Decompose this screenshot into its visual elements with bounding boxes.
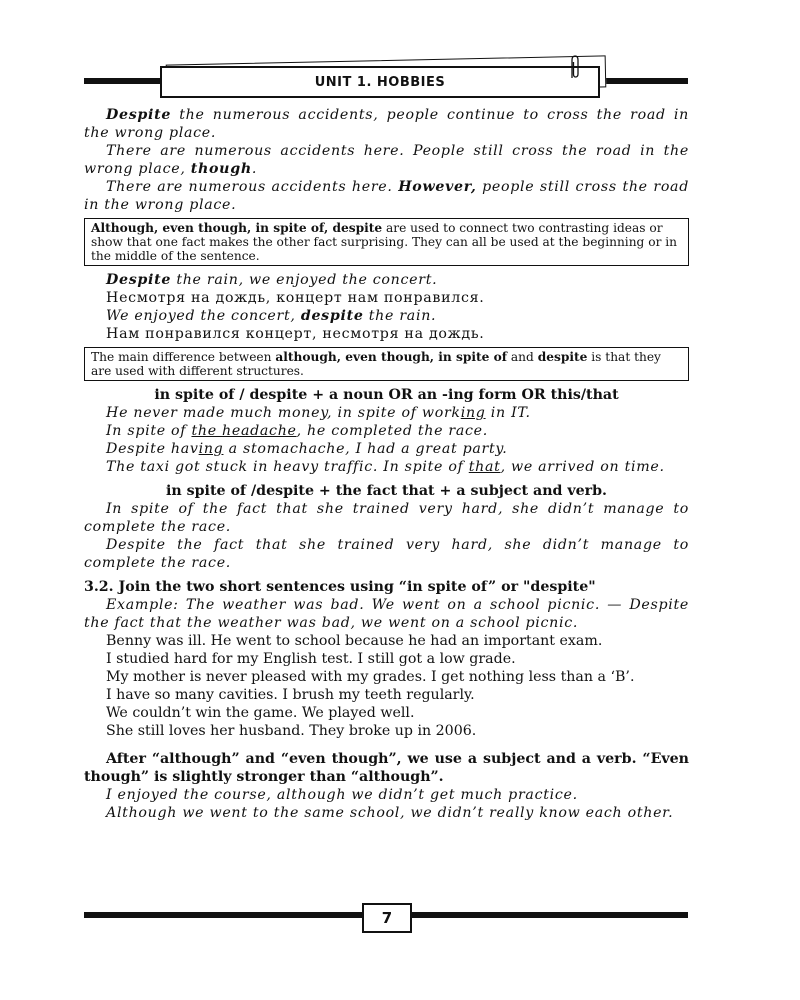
note-although: After “although” and “even though”, we use a subject and a verb. “Even though” is slightly stronger than “although”. [84, 751, 689, 785]
text: , we arrived on time. [500, 459, 665, 475]
bold-though: though [190, 161, 252, 177]
text: , he completed the race. [296, 423, 488, 439]
text: There are numerous accidents here. People still cross the road in the wrong place, [84, 143, 689, 177]
rule-1-example-4 [84, 458, 689, 476]
exercise-item: My mother is never pleased with my grades. I get nothing less than a ‘B’. [106, 669, 635, 685]
note-example-1: I enjoyed the course, although we didn’t get much practice. [106, 787, 578, 803]
text: the numerous accidents, people continue to cross the road in the wrong place. [84, 107, 689, 141]
text: We enjoyed the concert, [106, 308, 301, 324]
text: are used to connect two contrasting ideas or show that one fact makes the other fact surprising. They can all be used at the beginning or in the middle of the sentence. [91, 221, 678, 263]
page-content [84, 106, 689, 822]
bold-despite: despite [300, 308, 364, 324]
footer-rule-left [84, 912, 362, 918]
exercise-item: We couldn’t win the game. We played well. [106, 705, 415, 721]
rule-1-example-1 [84, 404, 689, 422]
header-banner [160, 64, 600, 96]
text: is that they are used with different structures. [91, 350, 661, 378]
underlined-text: ing [460, 405, 486, 421]
text: In spite of [106, 423, 192, 439]
paperclip-icon [568, 54, 582, 80]
bold-despite: despite [537, 350, 588, 364]
bold-despite: Despite [106, 107, 172, 123]
exercise-example: Example: The weather was bad. We went on a school picnic. — Despite the fact that the weather was bad, we went on a school picnic. [84, 597, 689, 631]
underlined-text: that [468, 459, 501, 475]
text: and [507, 350, 538, 364]
underlined-text: ing [198, 441, 224, 457]
text: . [251, 161, 258, 177]
intro-sentence-1 [84, 106, 689, 142]
text: Despite hav [106, 441, 199, 457]
rule-1-example-3 [84, 440, 689, 458]
text: a stomachache, I had a great party. [223, 441, 508, 457]
exercise-item: She still loves her husband. They broke up in 2006. [106, 723, 477, 739]
exercise-item: I studied hard for my English test. I still got a low grade. [106, 651, 516, 667]
bold-connectors: although, even though, in spite of [275, 350, 508, 364]
exercise-item: I have so many cavities. I brush my teeth regularly. [106, 687, 475, 703]
text: people still cross the road in the wrong place. [84, 179, 689, 213]
text: The taxi got stuck in heavy traffic. In spite of [106, 459, 469, 475]
note-example-2: Although we went to the same school, we didn’t really know each other. [106, 805, 674, 821]
rule-box-difference [84, 347, 689, 381]
text: the rain, we enjoyed the concert. [171, 272, 438, 288]
rule-2-example-1: In spite of the fact that she trained very hard, she didn’t manage to complete the race. [84, 501, 689, 535]
text: There are numerous accidents here. [106, 179, 399, 195]
bold-connectors: Although, even though, in spite of, despite [91, 221, 383, 235]
header-rule-right [604, 78, 688, 84]
underlined-text: the headache [191, 423, 297, 439]
rule-2-example-2: Despite the fact that she trained very hard, she didn’t manage to complete the race. [84, 537, 689, 571]
page-number: 7 [362, 903, 412, 933]
rule-1-title: in spite of / despite + a noun OR an -ing form OR this/that [154, 387, 619, 403]
bold-despite: Despite [106, 272, 172, 288]
example-despite-2-ru: Нам понравился концерт, несмотря на дождь. [106, 326, 485, 342]
bold-however: However, [398, 179, 477, 195]
rule-box-connectors [84, 218, 689, 266]
intro-sentence-2 [84, 142, 689, 178]
rule-2-title: in spite of /despite + the fact that + a subject and verb. [166, 483, 607, 499]
rule-1-example-2 [84, 422, 689, 440]
exercise-item: Benny was ill. He went to school because he had an important exam. [106, 633, 603, 649]
exercise-heading: 3.2. Join the two short sentences using “in spite of” or "despite" [84, 579, 596, 595]
example-despite-2 [84, 307, 689, 325]
example-despite-1-ru: Несмотря на дождь, концерт нам понравился. [106, 290, 485, 306]
footer-rule-right [410, 912, 688, 918]
text: He never made much money, in spite of work [106, 405, 461, 421]
text: in IT. [485, 405, 531, 421]
intro-sentence-3 [84, 178, 689, 214]
unit-title: UNIT 1. HOBBIES [314, 74, 446, 90]
example-despite-1 [84, 271, 689, 289]
text: the rain. [363, 308, 437, 324]
header-rule-left [84, 78, 166, 84]
header-banner-front [160, 66, 600, 98]
text: The main difference between [91, 350, 276, 364]
